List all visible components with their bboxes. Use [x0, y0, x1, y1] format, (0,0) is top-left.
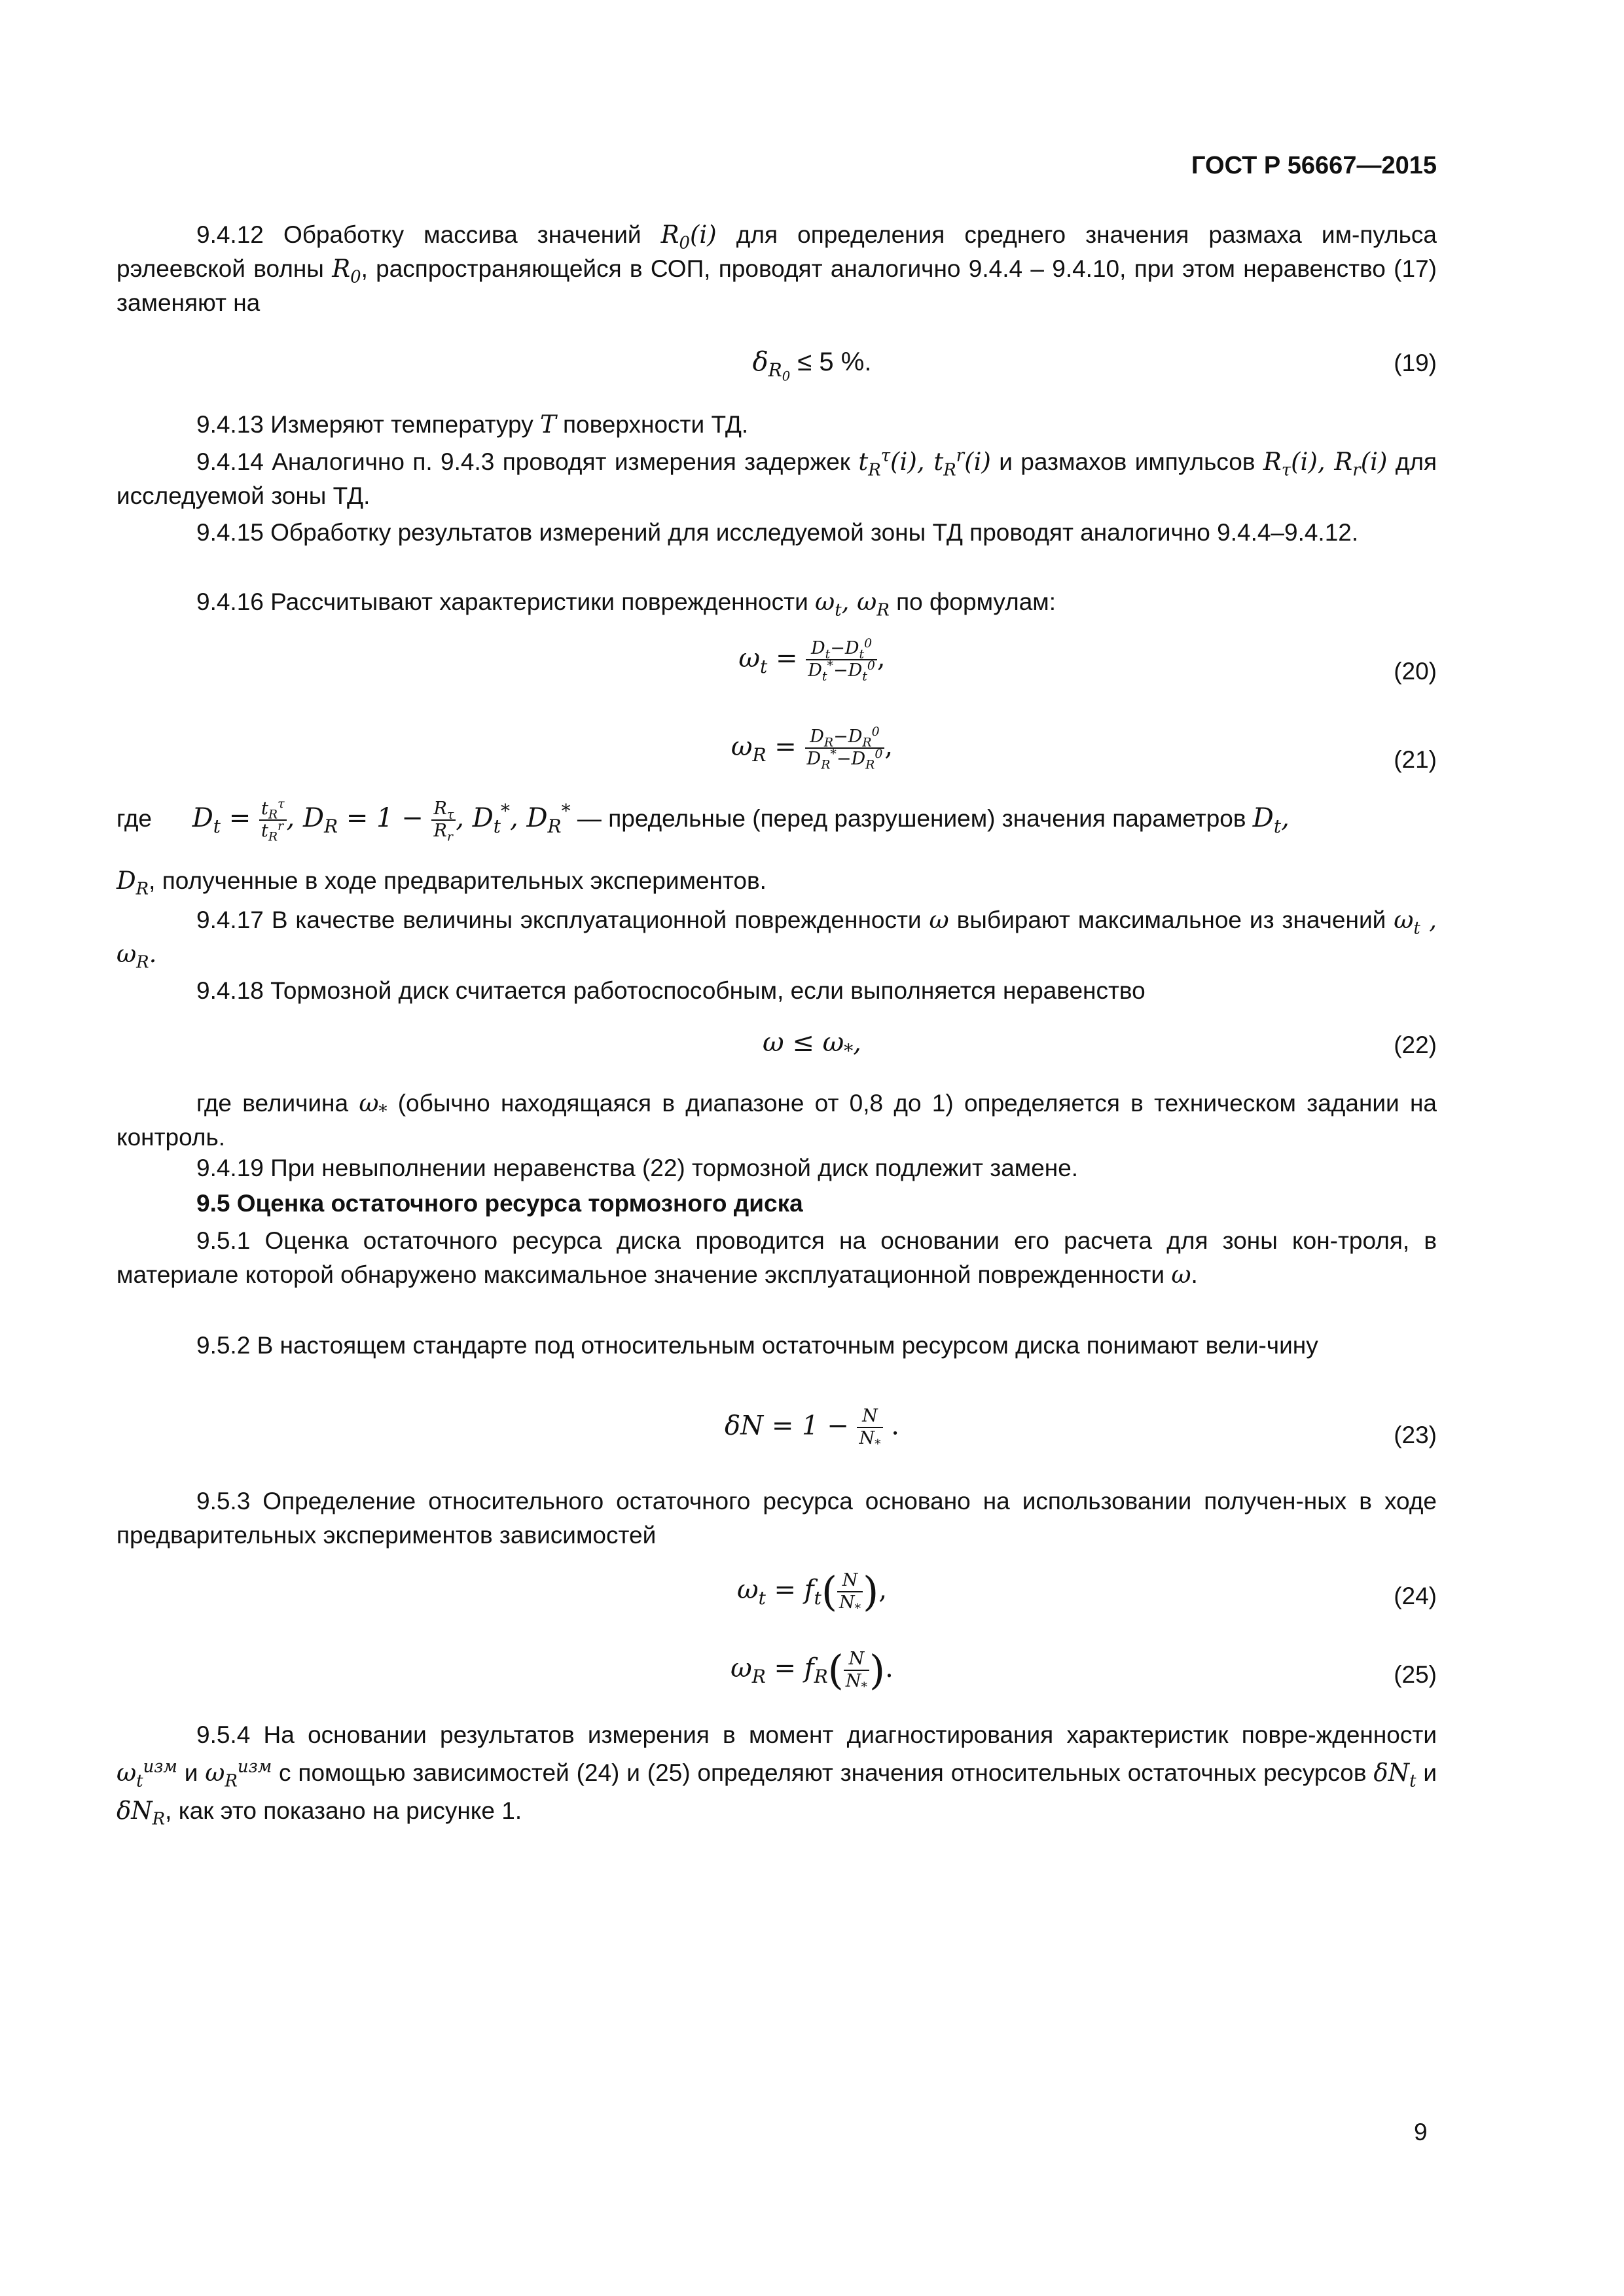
formula-omega-values: $\omega_t$ , $\omega_R$.	[117, 906, 1437, 973]
equation-number-21: (21)	[1394, 746, 1437, 773]
section-heading-9-5: 9.5 Оценка остаточного ресурса тормозного диска	[196, 1190, 803, 1217]
equation-number-19: (19)	[1394, 350, 1437, 376]
paragraph-9-4-16	[117, 585, 1437, 619]
equation-19	[0, 347, 1624, 384]
equation-number-25: (25)	[1394, 1661, 1437, 1688]
text-omega-star-a: где величина	[196, 1090, 359, 1117]
text-9-5-1: 9.5.1 Оценка остаточного ресурса диска проводится на основании его расчета для зоны кон-троля, в материале которой обнаружено максимальное значение эксплуатационной поврежденности	[117, 1227, 1437, 1288]
where-continuation	[117, 864, 1437, 898]
equation-22: $\omega \le \omega_*$,	[763, 1028, 861, 1062]
equation-24: $\omega_t = f_t$( $\frac{N}{N_*}$ ),	[736, 1568, 888, 1615]
equation-21: $\omega_R$ = $\frac{D_R-D_R^0}{D_R^*-D_R^0}$ ,	[731, 725, 893, 772]
text-9-4-14-a: 9.4.14 Аналогично п. 9.4.3 проводят измерения задержек	[196, 448, 859, 475]
text-9-4-13-a: 9.4.13 Измеряют температуру	[196, 411, 540, 438]
where-definitions: где $D_t$ = $\frac{t_R^\tau}{t_R^r}$ , $D_R = 1$ − $\frac{R_\tau}{R_r}$ , $D_t^*$, $D_R^*$ — предельные (перед разрушением) значения параметров $D_t$,	[117, 797, 1290, 844]
paragraph-9-4-13	[117, 408, 1437, 442]
paragraph-9-4-19: 9.4.19 При невыполнении неравенства (22) тормозной диск подлежит замене.	[196, 1155, 1079, 1181]
paragraph-9-4-17: 9.4.17 В качестве величины эксплуатационной поврежденности ω выбирают максимальное из значений $\omega_t$ , $\omega_R$.	[117, 906, 1437, 973]
formula-T: T	[539, 410, 556, 439]
text-9-4-17-b: выбирают максимальное из значений	[948, 906, 1394, 933]
text-9-4-12-b: для определения среднего значения размаха им-пульса рэлеевской волны	[117, 221, 1437, 282]
text-9-4-14-c: для исследуемой зоны ТД.	[117, 448, 1437, 509]
paragraph-9-4-12	[117, 218, 1437, 320]
text-omega-star-b: (обычно находящаяся в диапазоне от 0,8 до 1) определяется в техническом задании на контроль.	[117, 1090, 1437, 1151]
where-lead: где	[117, 805, 153, 832]
fraction-DR: $\frac{R_\tau}{R_r}$	[431, 798, 456, 842]
formula-DR: $D_R$	[117, 867, 149, 899]
text-9-4-17-a: 9.4.17 В качестве величины эксплуатационной поврежденности	[196, 906, 929, 933]
text-9-5-4-d: и	[1416, 1759, 1437, 1786]
fraction-Dt: $\frac{t_R^\tau}{t_R^r}$	[259, 798, 287, 842]
equation-25: $\omega_R = f_R$( $\frac{N}{N_*}$ ).	[731, 1646, 893, 1694]
text-9-4-12-a: 9.4.12 Обработку массива значений	[196, 221, 661, 248]
text-9-5-4-e: , как это показано на рисунке 1.	[165, 1797, 522, 1824]
text-9-4-14-b: и размахов импульсов	[990, 448, 1263, 475]
paragraph-9-5-4: 9.5.4 На основании результатов измерения в момент диагностирования характеристик повре-жденности $\omega_t^{изм}$ и $\omega_R^{изм}$ с помощью зависимостей (24) и (25) определяют значения относительных остаточных ресурсов $\delta N_t$ и $\delta N_R$, как это показано на рисунке 1.	[117, 1721, 1437, 1829]
paragraph-9-5-2: 9.5.2 В настоящем стандарте под относительным остаточным ресурсом диска понимают вели-чину	[196, 1332, 1318, 1359]
text-9-4-12-c: , распространяющейся в СОП, проводят аналогично 9.4.4 – 9.4.10, при этом неравенство (17) заменяют на	[117, 255, 1437, 316]
where-text-b: , полученные в ходе предварительных экспериментов.	[149, 867, 767, 894]
equation-23: δN = 1 − $\frac{N}{N_*}$ .	[725, 1406, 899, 1452]
paragraph-9-4-15: 9.4.15 Обработку результатов измерений для исследуемой зоны ТД проводят аналогично 9.4.4–9.4.12.	[196, 519, 1359, 546]
text-9-4-16-a: 9.4.16 Рассчитывают характеристики поврежденности	[196, 588, 816, 615]
formula-amplitudes: $R_\tau(i)$, $R_r(i)$	[1263, 448, 1388, 480]
formula-omega-t-R: $\omega_t$, $\omega_R$	[815, 588, 890, 620]
paragraph-omega-star: где величина $\omega_*$ (обычно находящаяся в диапазоне от 0,8 до 1) определяется в техническом задании на контроль.	[117, 1089, 1437, 1151]
text-9-5-4-b: и	[177, 1759, 206, 1786]
formula-R0: $R_0$	[332, 255, 361, 287]
fraction-23: $\frac{N}{N_*}$	[857, 1406, 882, 1449]
formula-delta-R0: $\delta_{R_0}$	[752, 347, 791, 384]
fraction-20: $\frac{D_t-D_t^0}{D_t^*-D_t^0}$	[806, 638, 877, 681]
fraction-21: $\frac{D_R-D_R^0}{D_R^*-D_R^0}$	[805, 726, 885, 770]
equation-20: $\omega_t$ = $\frac{D_t-D_t^0}{D_t^*-D_t^0}$ ,	[738, 636, 886, 684]
paragraph-9-5-3: 9.5.3 Определение относительного остаточного ресурса основано на использовании получен-ных в ходе предварительных экспериментов зависимостей	[117, 1488, 1437, 1549]
equation-number-23: (23)	[1394, 1422, 1437, 1448]
paragraph-9-5-1: 9.5.1 Оценка остаточного ресурса диска проводится на основании его расчета для зоны кон-троля, в материале которой обнаружено максимальное значение эксплуатационной поврежденности ω.	[117, 1227, 1437, 1289]
paragraph-9-4-14	[117, 445, 1437, 513]
equation-number-20: (20)	[1394, 658, 1437, 685]
standard-header: ГОСТ Р 56667—2015	[1191, 152, 1437, 179]
text-9-4-16-b: по формулам:	[889, 588, 1056, 615]
paragraph-9-4-18: 9.4.18 Тормозной диск считается работоспособным, если выполняется неравенство	[196, 977, 1146, 1004]
equation-number-24: (24)	[1394, 1583, 1437, 1609]
page-number: 9	[1414, 2119, 1428, 2145]
text-9-5-4-c: с помощью зависимостей (24) и (25) определяют значения относительных остаточных ресурсов	[272, 1759, 1374, 1786]
where-text-a: — предельные (перед разрушением) значения параметров	[570, 805, 1253, 832]
text-9-5-4-a: 9.5.4 На основании результатов измерения в момент диагностирования характеристик повре-жденности	[196, 1721, 1437, 1748]
formula-R0i: $R_0(i)$	[660, 221, 717, 253]
text-9-4-13-b: поверхности ТД.	[556, 411, 749, 438]
eq19-rhs: ≤ 5 %.	[790, 348, 872, 376]
formula-delays: $t_R^\tau(i)$, $t_R^r(i)$	[858, 446, 991, 480]
equation-number-22: (22)	[1394, 1031, 1437, 1058]
